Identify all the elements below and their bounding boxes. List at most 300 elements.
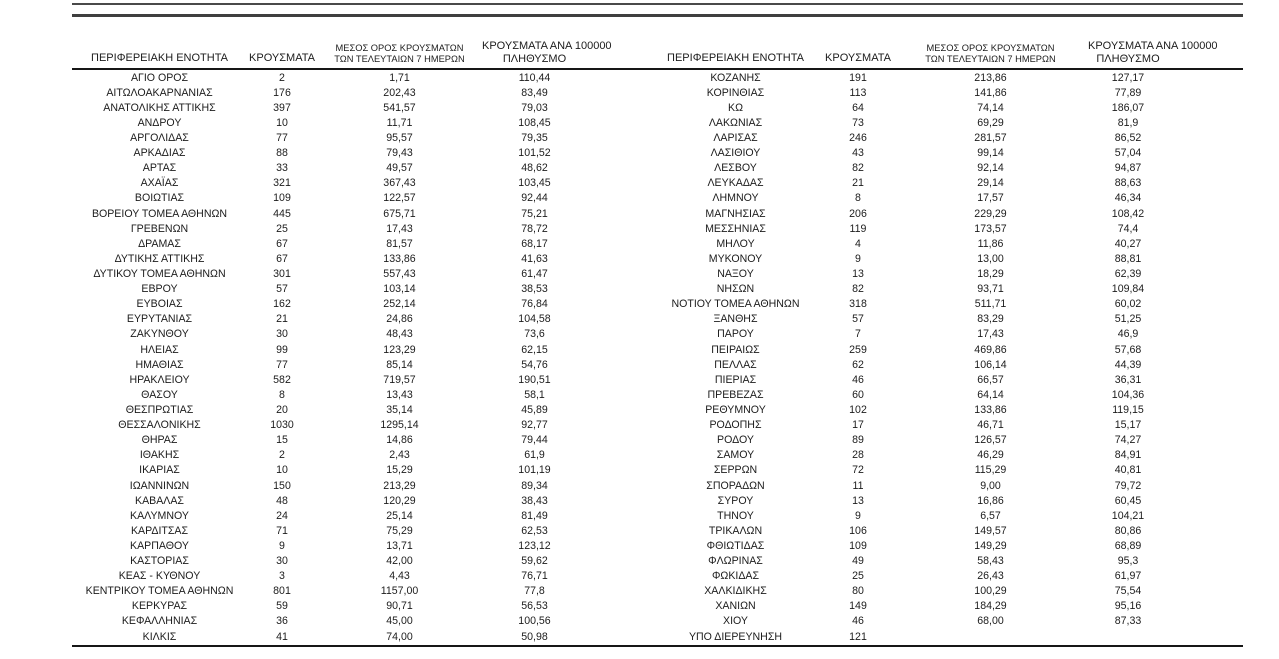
avg7-value: 85,14 <box>386 358 413 371</box>
table-body-left <box>72 70 587 644</box>
cases-value: 13 <box>852 267 864 280</box>
col-header-per100k-line2: ΠΛΗΘΥΣΜΟ <box>1096 52 1160 65</box>
per100k-value: 83,49 <box>521 86 548 99</box>
cases-value: 80 <box>852 585 864 598</box>
avg7-value: 149,29 <box>974 539 1007 552</box>
per100k-value: 60,02 <box>1114 298 1142 311</box>
avg7-value: 13,00 <box>977 252 1004 265</box>
region-name: ΚΕΡΚΥΡΑΣ <box>131 600 188 613</box>
table-row <box>72 206 587 221</box>
table-row <box>72 357 587 372</box>
avg7-value: 42,00 <box>386 555 413 568</box>
region-name: ΚΟΖΑΝΗΣ <box>710 71 761 84</box>
per100k-value: 75,54 <box>1114 585 1142 598</box>
table-row <box>648 297 1168 312</box>
cases-value: 10 <box>276 464 288 477</box>
avg7-value: 675,71 <box>383 207 416 220</box>
per100k-value: 46,9 <box>1117 328 1139 341</box>
table-row <box>648 538 1168 553</box>
cases-value: 17 <box>852 419 864 432</box>
per100k-value: 92,77 <box>521 419 548 432</box>
table-row <box>72 584 587 599</box>
per100k-value: 73,6 <box>524 328 545 341</box>
region-name: ΑΧΑΪΑΣ <box>140 177 179 190</box>
avg7-value: 1,71 <box>389 71 410 84</box>
avg7-value: 11,71 <box>386 116 413 129</box>
region-name: ΠΑΡΟΥ <box>717 328 754 341</box>
avg7-value: 541,57 <box>383 101 416 114</box>
avg7-value: 14,86 <box>386 434 413 447</box>
cases-value: 30 <box>276 328 288 341</box>
cases-value: 11 <box>852 479 864 492</box>
per100k-value: 74,27 <box>1114 434 1142 447</box>
avg7-value: 469,86 <box>974 343 1007 356</box>
cases-value: 36 <box>276 615 288 628</box>
table-row <box>72 221 587 236</box>
cases-value: 25 <box>276 222 288 235</box>
avg7-value: 46,71 <box>977 419 1004 432</box>
avg7-value: 367,43 <box>383 177 416 190</box>
cases-value: 60 <box>852 388 864 401</box>
table-row <box>72 493 587 508</box>
table-row <box>648 448 1168 463</box>
table-row <box>648 161 1168 176</box>
cases-value: 30 <box>276 555 288 568</box>
region-name: ΗΜΑΘΙΑΣ <box>135 358 184 371</box>
table-row <box>72 70 587 85</box>
region-name: ΠΙΕΡΙΑΣ <box>714 373 757 386</box>
avg7-value: 95,57 <box>386 131 413 144</box>
avg7-value: 149,57 <box>974 524 1007 537</box>
avg7-value: 122,57 <box>383 192 416 205</box>
cases-value: 77 <box>276 358 288 371</box>
avg7-value: 75,29 <box>386 524 413 537</box>
per100k-value: 119,15 <box>1112 403 1144 416</box>
table-row <box>72 599 587 614</box>
avg7-value: 16,86 <box>977 494 1004 507</box>
table-row <box>648 266 1168 281</box>
per100k-value: 108,42 <box>1111 207 1145 220</box>
region-name: ΑΡΚΑΔΙΑΣ <box>133 147 186 160</box>
region-name: ΡΟΔΟΥ <box>717 434 754 447</box>
cases-value: 149 <box>849 600 867 613</box>
cases-value: 7 <box>855 328 861 341</box>
per100k-value: 80,86 <box>1114 524 1142 537</box>
cases-value: 10 <box>276 116 288 129</box>
table-row <box>648 191 1168 206</box>
avg7-value: 281,57 <box>974 131 1007 144</box>
col-header-avg7-line2: ΤΩΝ ΤΕΛΕΥΤΑΙΩΝ 7 ΗΜΕΡΩΝ <box>334 54 465 64</box>
table-row <box>648 146 1168 161</box>
region-name: ΑΓΙΟ ΟΡΟΣ <box>130 71 189 84</box>
cases-value: 57 <box>276 283 288 296</box>
table-row <box>72 342 587 357</box>
avg7-value: 557,43 <box>383 267 416 280</box>
region-name: ΑΡΓΟΛΙΔΑΣ <box>130 131 189 144</box>
region-name: ΞΑΝΘΗΣ <box>713 313 758 326</box>
region-name: ΧΙΟΥ <box>723 615 748 628</box>
per100k-value: 79,72 <box>1114 479 1142 492</box>
cases-value: 106 <box>849 524 867 537</box>
region-name: ΘΑΣΟΥ <box>141 388 178 401</box>
avg7-value: 202,43 <box>383 86 416 99</box>
avg7-value: 133,86 <box>974 403 1007 416</box>
table-row <box>72 478 587 493</box>
cases-value: 67 <box>276 252 288 265</box>
cases-value: 41 <box>276 630 288 643</box>
table-row <box>648 523 1168 538</box>
region-name: ΡΕΘΥΜΝΟΥ <box>705 403 766 416</box>
region-name: ΗΛΕΙΑΣ <box>140 343 179 356</box>
avg7-value: 184,29 <box>974 600 1007 613</box>
cases-value: 48 <box>276 494 288 507</box>
region-name: ΤΗΝΟΥ <box>717 509 754 522</box>
per100k-value: 79,03 <box>521 101 548 114</box>
cases-value: 259 <box>849 343 867 356</box>
avg7-value: 68,00 <box>977 615 1004 628</box>
table-row <box>648 85 1168 100</box>
avg7-value: 13,43 <box>386 388 413 401</box>
avg7-value: 11,86 <box>977 237 1004 250</box>
per100k-value: 50,98 <box>521 630 548 643</box>
region-name: ΝΟΤΙΟΥ ΤΟΜΕΑ ΑΘΗΝΩΝ <box>671 298 800 311</box>
region-name: ΚΩ <box>728 101 743 114</box>
per100k-value: 54,76 <box>521 358 548 371</box>
cases-value: 9 <box>279 539 285 552</box>
table-row <box>648 221 1168 236</box>
region-name: ΑΡΤΑΣ <box>142 162 177 175</box>
cases-value: 77 <box>276 131 288 144</box>
per100k-value: 38,53 <box>521 283 548 296</box>
per100k-value: 77,89 <box>1114 86 1142 99</box>
avg7-value: 106,14 <box>974 358 1007 371</box>
region-name: ΚΑΛΥΜΝΟΥ <box>130 509 189 522</box>
col-header-cases: ΚΡΟΥΣΜΑΤΑ <box>249 52 315 64</box>
cases-value: 21 <box>852 177 864 190</box>
per100k-value: 62,39 <box>1114 267 1142 280</box>
per100k-value: 68,89 <box>1114 539 1142 552</box>
table-row <box>648 236 1168 251</box>
cases-value: 62 <box>852 358 864 371</box>
cases-value: 82 <box>852 162 864 175</box>
region-name: ΠΕΛΛΑΣ <box>714 358 757 371</box>
per100k-value: 104,36 <box>1111 388 1145 401</box>
table-row <box>648 312 1168 327</box>
avg7-value: 58,43 <box>977 555 1004 568</box>
avg7-value: 126,57 <box>974 434 1007 447</box>
per100k-value: 87,33 <box>1114 615 1142 628</box>
per100k-value: 74,4 <box>1117 222 1139 235</box>
avg7-value: 229,29 <box>974 207 1007 220</box>
cases-value: 57 <box>852 313 864 326</box>
region-name: ΠΡΕΒΕΖΑΣ <box>707 388 764 401</box>
per100k-value: 127,17 <box>1111 71 1145 84</box>
region-name: ΔΥΤΙΚΟΥ ΤΟΜΕΑ ΑΘΗΝΩΝ <box>93 267 226 280</box>
region-name: ΚΕΑΣ - ΚΥΘΝΟΥ <box>118 570 201 583</box>
per100k-value: 56,53 <box>521 600 548 613</box>
per100k-value: 86,52 <box>1114 131 1142 144</box>
region-name: ΑΝΑΤΟΛΙΚΗΣ ΑΤΤΙΚΗΣ <box>103 101 216 114</box>
table-row <box>72 236 587 251</box>
avg7-value: 45,00 <box>386 615 413 628</box>
per100k-value: 100,56 <box>518 615 551 628</box>
per100k-value: 57,68 <box>1114 343 1142 356</box>
avg7-value: 66,57 <box>977 373 1004 386</box>
avg7-value: 17,57 <box>977 192 1004 205</box>
cases-value: 8 <box>855 192 861 205</box>
region-name: ΣΑΜΟΥ <box>716 449 755 462</box>
avg7-value: 74,14 <box>977 101 1004 114</box>
table-row <box>72 161 587 176</box>
region-name: ΙΩΑΝΝΙΝΩΝ <box>129 479 190 492</box>
per100k-value: 89,34 <box>521 479 548 492</box>
col-header-cases: ΚΡΟΥΣΜΑΤΑ <box>825 52 891 64</box>
avg7-value: 213,29 <box>383 479 416 492</box>
avg7-value: 103,14 <box>383 283 416 296</box>
region-name: ΓΡΕΒΕΝΩΝ <box>130 222 189 235</box>
avg7-value: 17,43 <box>977 328 1004 341</box>
region-name: ΗΡΑΚΛΕΙΟΥ <box>129 373 190 386</box>
avg7-value: 2,43 <box>389 449 410 462</box>
per100k-value: 95,16 <box>1114 600 1142 613</box>
per100k-value: 186,07 <box>1111 101 1145 114</box>
cases-value: 82 <box>852 283 864 296</box>
table-row <box>648 327 1168 342</box>
cases-value: 64 <box>852 101 864 114</box>
cases-value: 33 <box>276 162 288 175</box>
per100k-value: 59,62 <box>521 555 548 568</box>
region-name: ΙΚΑΡΙΑΣ <box>139 464 180 477</box>
table-row <box>72 523 587 538</box>
per100k-value: 41,63 <box>521 252 548 265</box>
per100k-value: 109,84 <box>1111 283 1145 296</box>
avg7-value: 79,43 <box>386 147 413 160</box>
cases-value: 318 <box>849 298 867 311</box>
cases-value: 8 <box>279 388 285 401</box>
avg7-value: 1295,14 <box>380 419 419 432</box>
region-name: ΙΘΑΚΗΣ <box>139 449 180 462</box>
region-name: ΕΥΡΥΤΑΝΙΑΣ <box>126 313 193 326</box>
cases-value: 176 <box>273 86 291 99</box>
region-name: ΚΑΡΔΙΤΣΑΣ <box>130 524 189 537</box>
per100k-value: 103,45 <box>518 177 551 190</box>
per100k-value: 123,12 <box>518 539 551 552</box>
table-row <box>648 554 1168 569</box>
region-name: ΚΑΣΤΟΡΙΑΣ <box>130 555 189 568</box>
per100k-value: 101,52 <box>518 147 551 160</box>
cases-value: 121 <box>849 630 867 643</box>
avg7-value: 26,43 <box>977 570 1004 583</box>
cases-value: 3 <box>279 570 285 583</box>
avg7-value: 83,29 <box>977 313 1004 326</box>
region-name: ΦΛΩΡΙΝΑΣ <box>708 555 763 568</box>
per100k-value: 88,81 <box>1114 252 1142 265</box>
avg7-value: 99,14 <box>977 147 1004 160</box>
cases-value: 4 <box>855 237 861 250</box>
table-row <box>72 433 587 448</box>
cases-value: 89 <box>852 434 864 447</box>
cases-value: 301 <box>273 267 291 280</box>
table-header-row-left <box>72 24 612 68</box>
cases-value: 43 <box>852 147 864 160</box>
cases-value: 67 <box>276 237 288 250</box>
table-row <box>648 100 1168 115</box>
region-name: ΝΑΞΟΥ <box>717 267 754 280</box>
region-name: ΑΙΤΩΛΟΑΚΑΡΝΑΝΙΑΣ <box>106 86 213 99</box>
table-row <box>72 569 587 584</box>
per100k-value: 79,35 <box>521 131 548 144</box>
per100k-value: 101,19 <box>518 464 551 477</box>
per100k-value: 15,17 <box>1114 419 1142 432</box>
avg7-value: 115,29 <box>974 464 1007 477</box>
per100k-value: 40,27 <box>1114 237 1142 250</box>
region-name: ΕΒΡΟΥ <box>141 283 178 296</box>
avg7-value: 252,14 <box>383 298 416 311</box>
cases-value: 2 <box>279 449 285 462</box>
region-name: ΛΕΥΚΑΔΑΣ <box>707 177 764 190</box>
region-name: ΛΑΡΙΣΑΣ <box>713 131 758 144</box>
col-header-avg7 <box>317 43 482 65</box>
avg7-value: 100,29 <box>974 585 1007 598</box>
region-name: ΛΑΣΙΘΙΟΥ <box>710 147 761 160</box>
col-header-per100k <box>482 40 612 65</box>
cases-value: 113 <box>849 86 867 99</box>
avg7-value: 511,71 <box>974 298 1007 311</box>
region-name: ΕΥΒΟΙΑΣ <box>136 298 183 311</box>
region-name: ΘΕΣΣΑΛΟΝΙΚΗΣ <box>118 419 201 432</box>
table-row <box>72 614 587 629</box>
table-row <box>648 569 1168 584</box>
cases-value: 801 <box>273 585 291 598</box>
per100k-value: 108,45 <box>518 116 551 129</box>
region-name: ΥΠΟ ΔΙΕΡΕΥΝΗΣΗ <box>688 630 783 643</box>
avg7-value: 49,57 <box>386 162 413 175</box>
table-row <box>648 372 1168 387</box>
table-row <box>72 418 587 433</box>
per100k-value: 110,44 <box>518 71 551 84</box>
table-row <box>72 297 587 312</box>
per100k-value: 45,89 <box>521 403 548 416</box>
cases-value: 25 <box>852 570 864 583</box>
cases-value: 20 <box>276 403 288 416</box>
region-name: ΘΕΣΠΡΩΤΙΑΣ <box>125 403 194 416</box>
avg7-value: 69,29 <box>977 116 1004 129</box>
per100k-value: 44,39 <box>1114 358 1142 371</box>
avg7-value: 6,57 <box>980 509 1001 522</box>
table-row <box>648 130 1168 145</box>
cases-value: 46 <box>852 373 864 386</box>
avg7-value: 35,14 <box>386 403 413 416</box>
table-row <box>648 115 1168 130</box>
region-name: ΑΝΔΡΟΥ <box>137 116 182 129</box>
region-name: ΜΗΛΟΥ <box>716 237 755 250</box>
per100k-value: 81,9 <box>1117 116 1139 129</box>
per100k-value: 104,21 <box>1111 509 1145 522</box>
region-name: ΚΟΡΙΝΘΙΑΣ <box>706 86 765 99</box>
avg7-value: 719,57 <box>383 373 416 386</box>
region-name: ΚΑΒΑΛΑΣ <box>135 494 184 507</box>
per100k-value: 75,21 <box>521 207 548 220</box>
table-row <box>648 402 1168 417</box>
per100k-value: 88,63 <box>1114 177 1142 190</box>
region-name: ΛΑΚΩΝΙΑΣ <box>708 116 763 129</box>
avg7-value: 15,29 <box>386 464 413 477</box>
per100k-value: 68,17 <box>521 237 548 250</box>
per100k-value: 78,72 <box>521 222 548 235</box>
region-name: ΣΕΡΡΩΝ <box>713 464 758 477</box>
table-row <box>648 584 1168 599</box>
table-row <box>648 70 1168 85</box>
avg7-value: 93,71 <box>977 283 1004 296</box>
cases-value: 191 <box>849 71 867 84</box>
cases-value: 21 <box>276 313 288 326</box>
per100k-value: 76,84 <box>521 298 548 311</box>
per100k-value: 92,44 <box>521 192 548 205</box>
region-name: ΘΗΡΑΣ <box>141 434 178 447</box>
cases-value: 321 <box>273 177 291 190</box>
region-name: ΖΑΚΥΝΘΟΥ <box>130 328 189 341</box>
table-row <box>648 478 1168 493</box>
col-header-region: ΠΕΡΙΦΕΡΕΙΑΚΗ ΕΝΟΤΗΤΑ <box>91 52 228 64</box>
cases-value: 28 <box>852 449 864 462</box>
cases-value: 9 <box>855 509 861 522</box>
table-row <box>72 372 587 387</box>
cases-value: 24 <box>276 509 288 522</box>
avg7-value: 29,14 <box>977 177 1004 190</box>
table-row <box>72 115 587 130</box>
per100k-value: 84,91 <box>1114 449 1142 462</box>
avg7-value: 133,86 <box>383 252 416 265</box>
per100k-value: 61,9 <box>524 449 545 462</box>
table-row <box>648 206 1168 221</box>
cases-value: 109 <box>849 539 867 552</box>
table-row <box>72 176 587 191</box>
table-row <box>72 448 587 463</box>
avg7-value: 17,43 <box>386 222 413 235</box>
table-row <box>648 463 1168 478</box>
table-row <box>648 251 1168 266</box>
table-row <box>72 538 587 553</box>
table-row <box>72 508 587 523</box>
region-name: ΝΗΣΩΝ <box>716 283 755 296</box>
per100k-value: 77,8 <box>524 585 545 598</box>
avg7-value: 141,86 <box>974 86 1007 99</box>
table-row <box>72 191 587 206</box>
cases-value: 72 <box>852 464 864 477</box>
region-name: ΚΑΡΠΑΘΟΥ <box>130 539 189 552</box>
avg7-value: 24,86 <box>386 313 413 326</box>
cases-value: 71 <box>276 524 288 537</box>
per100k-value: 62,15 <box>521 343 548 356</box>
region-name: ΒΟΡΕΙΟΥ ΤΟΜΕΑ ΑΘΗΝΩΝ <box>91 207 228 220</box>
cases-value: 99 <box>276 343 288 356</box>
per100k-value: 104,58 <box>518 313 551 326</box>
region-name: ΜΕΣΣΗΝΙΑΣ <box>705 222 766 235</box>
table-row <box>72 387 587 402</box>
cases-value: 445 <box>273 207 291 220</box>
table-row <box>72 327 587 342</box>
region-name: ΜΑΓΝΗΣΙΑΣ <box>705 207 766 220</box>
region-name: ΒΟΙΩΤΙΑΣ <box>134 192 185 205</box>
region-name: ΣΥΡΟΥ <box>717 494 754 507</box>
table-row <box>648 433 1168 448</box>
avg7-value: 9,00 <box>980 479 1001 492</box>
col-header-per100k-line1: ΚΡΟΥΣΜΑΤΑ ΑΝΑ 100000 <box>1088 40 1218 52</box>
table-row <box>72 554 587 569</box>
cases-value: 102 <box>849 403 867 416</box>
avg7-value: 173,57 <box>974 222 1007 235</box>
table-row <box>72 266 587 281</box>
